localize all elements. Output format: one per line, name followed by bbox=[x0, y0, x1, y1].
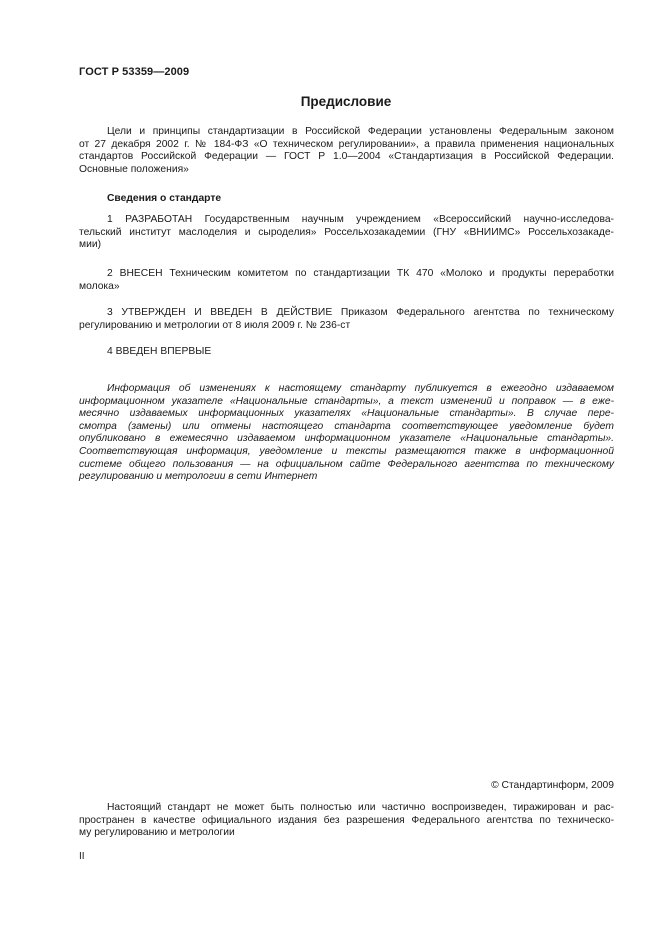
changes-notice bbox=[79, 383, 614, 484]
intro-line: от 27 декабря 2002 г. № 184-ФЗ «О техническом регулировании», а правила применения национальных bbox=[79, 138, 614, 150]
item-3 bbox=[79, 307, 614, 332]
notice-line: регулированию и метрологии в сети Интернет bbox=[79, 471, 318, 483]
about-standard-heading: Сведения о стандарте bbox=[107, 193, 222, 204]
notice-line: смотра (замены) или отмены настоящего стандарта соответствующее уведомление будет bbox=[79, 420, 614, 432]
item-line: 1 РАЗРАБОТАН Государственным научным учреждением «Всероссийский научно-исследова- bbox=[107, 214, 614, 225]
copyright-line: © Стандартинформ, 2009 bbox=[491, 780, 614, 791]
rights-line: Настоящий стандарт не может быть полностью или частично воспроизведен, тиражирован и рас- bbox=[107, 802, 614, 813]
intro-paragraph bbox=[79, 126, 614, 176]
intro-line: стандартов Российской Федерации — ГОСТ Р 1.0—2004 «Стандартизация в Российской Федерации. bbox=[79, 151, 614, 163]
item-1 bbox=[79, 214, 614, 252]
notice-line: месячно издаваемых информационных указателях «Национальные стандарты». В случае пере- bbox=[79, 408, 614, 420]
item-line: 2 ВНЕСЕН Техническим комитетом по стандартизации ТК 470 «Молоко и продукты переработки bbox=[107, 268, 614, 279]
item-line: регулированию и метрологии от 8 июля 2009 г. № 236-ст bbox=[79, 319, 351, 331]
notice-line: информационном указателе «Национальные стандарты», а текст изменений и поправок — в еже- bbox=[79, 395, 614, 407]
item-4: 4 ВВЕДЕН ВПЕРВЫЕ bbox=[107, 346, 212, 357]
rights-line: пространен в качестве официального издания без разрешения Федерального агентства по техническо- bbox=[79, 814, 614, 826]
standard-number: ГОСТ Р 53359—2009 bbox=[79, 66, 190, 78]
notice-line: Соответствующая информация, уведомление и тексты размещаются также в информационной bbox=[79, 445, 614, 457]
item-line: тельский институт маслоделия и сыроделия» Россельхозакадемии (ГНУ «ВНИИМС» Россельхозакаде- bbox=[79, 226, 614, 238]
rights-paragraph bbox=[79, 802, 614, 840]
item-line: молока» bbox=[79, 280, 120, 292]
rights-line: му регулированию и метрологии bbox=[79, 827, 235, 839]
notice-line: опубликовано в ежемесячно издаваемом информационном указателе «Национальные стандарты». bbox=[79, 433, 614, 445]
item-line: мии) bbox=[79, 239, 102, 251]
intro-line: Основные положения» bbox=[79, 163, 189, 175]
page-number: II bbox=[79, 851, 85, 862]
item-line: 3 УТВЕРЖДЕН И ВВЕДЕН В ДЕЙСТВИЕ Приказом Федерального агентства по техническому bbox=[107, 307, 614, 318]
notice-line: системе общего пользования — на официальном сайте Федерального агентства по техническому bbox=[79, 458, 614, 470]
intro-line: Цели и принципы стандартизации в Российской Федерации установлены Федеральным законом bbox=[107, 126, 614, 137]
notice-line: Информация об изменениях к настоящему стандарту публикуется в ежегодно издаваемом bbox=[107, 383, 614, 394]
page-title: Предисловие bbox=[300, 94, 392, 109]
item-2 bbox=[79, 268, 614, 293]
